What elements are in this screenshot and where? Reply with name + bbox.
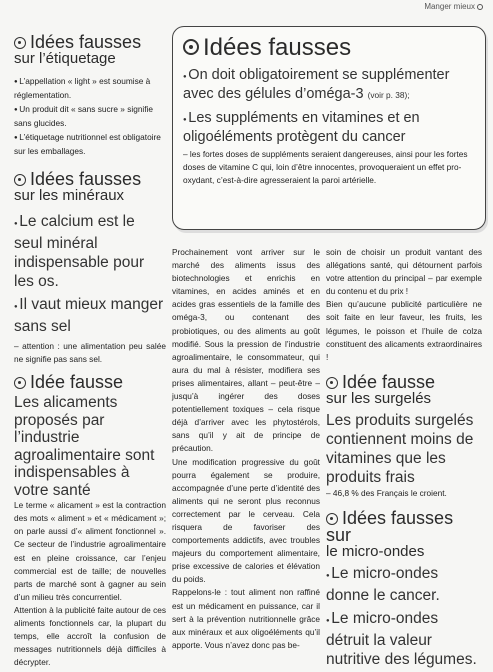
etiquetage-list	[14, 75, 166, 158]
section-title-text: Idées fausses	[30, 169, 142, 189]
list-item: ● L’étiquetage nutritionnel est obligatoire sur les emballages.	[14, 131, 166, 158]
mineraux-item-1: ● Le calcium est le seul minéral indispensable pour les os.	[14, 212, 166, 291]
target-icon	[14, 174, 26, 186]
section-title-text: Idées fausses	[30, 32, 142, 52]
section-subtitle: sur les surgelés	[326, 389, 432, 407]
section-etiquetage-title	[14, 34, 166, 67]
box-title	[183, 35, 475, 61]
alicaments-statement: Les alicaments proposés par l’industrie agroalimentaire sont indispensables à votre santé	[14, 394, 155, 499]
section-subtitle: sur les minéraux	[14, 187, 125, 204]
header-title: Manger mieux	[424, 2, 475, 11]
section-surgeles-title	[326, 371, 482, 407]
myth-box	[172, 26, 486, 230]
section-title-text: Idée fausse	[342, 371, 436, 392]
mineraux-item-2: ● Il vaut mieux manger sans sel	[14, 295, 166, 336]
section-subtitle: le micro-ondes	[326, 542, 425, 560]
alicaments-body-1: Le terme « alicament » est la contraction des mots « aliment » et « médicament »; on parle aussi d’« aliment fonctionnel ». Ce secteur de l’industrie agroalimentaire est en pleine croissance, car l’enjeu commercial est de taille; de nouvelles parts de marché sont à gagner au sein d’un milieu très concurrentiel.	[14, 500, 166, 602]
column-2	[172, 246, 320, 652]
target-icon	[14, 37, 26, 49]
list-item: ● Un produit dit « sans sucre » signifie sans glucides.	[14, 103, 166, 130]
col2-paragraph-2: Une modification progressive du goût pourra également se produire, accompagnée d’une perte d’identité des aliments qui ne seront plus reconnus correctement par le cerveau. Cela risquera de favoriser des comportements addictifs, avec troubles majeurs du comportement alimentaire, prise excessive de calories et élévation du poids.	[172, 456, 320, 585]
microondes-item-1: ● Le micro-ondes donne le cancer.	[326, 564, 482, 605]
box-item-1	[183, 67, 475, 104]
target-icon	[326, 513, 338, 525]
box-title-text: Idées fausses	[203, 34, 352, 61]
box-item-1-text: On doit obligatoirement se supplémenter avec des gélules d’oméga-3	[183, 67, 450, 102]
box-item-2-note: – les fortes doses de suppléments seraient dangereuses, ainsi pour les fortes doses de vitamine C qui, loin d’être innocentes, provoqueraient un effet pro-oxydant, c’est-à-dire agresseraient la paroi artérielle.	[183, 149, 468, 185]
microondes-item-2: ● Le micro-ondes détruit la valeur nutritive des légumes.	[326, 609, 482, 669]
col3-paragraph-1: soin de choisir un produit vantant des allégations santé, qui détournent parfois votre attention du principal – par exemple du contenu et du prix !	[326, 247, 482, 297]
col2-paragraph-3: Rappelons-le : tout aliment non raffiné est un médicament en puissance, car il sert à la prévention nutritionnelle grâce aux minéraux et aux oligoéléments qu’il apporte. Vous n’avez donc pas be-	[172, 587, 320, 650]
alicaments-body-2: Attention à la publicité faite autour de ces aliments fonctionnels car, la plupart du temps, elle accroît la confusion de messages nutritionnels déjà difficiles à décrypter.	[14, 604, 166, 668]
section-alicaments-title	[14, 374, 166, 391]
mineraux-note: – attention : une alimentation peu salée ne signifie pas sans sel.	[14, 341, 166, 365]
box-item-1-ref: (voir p. 38);	[367, 90, 410, 100]
column-1	[14, 34, 166, 669]
page-header	[424, 2, 483, 11]
box-item-2: ● Les suppléments en vitamines et en oligoéléments protègent du cancer	[183, 110, 475, 146]
section-title-text: Idée fausse	[30, 372, 124, 393]
circle-icon	[477, 4, 483, 10]
section-subtitle: sur l’étiquetage	[14, 50, 116, 67]
section-microondes-title	[326, 507, 482, 560]
list-item: ● L’appellation « light » est soumise à réglementation.	[14, 75, 166, 102]
col3-paragraph-2: Bien qu’aucune publicité particulière ne soit faite en leur faveur, les fruits, les légumes, le poisson et l’huile de colza constituent des alicaments extraordinaires !	[326, 299, 482, 362]
section-title-text: Idées fausses sur	[326, 507, 454, 545]
col2-paragraph-1: Prochainement vont arriver sur le marché des aliments issus des biotechnologies et enrichis en vitamines, en acides aminés et en acides gras essentiels de la famille des oméga-3, ou contenant des probiotiques, ou des aliments au goût modifié. Sous la pression de l’industrie agroalimentaire, le consommateur, qui aura du mal à résister, modifiera ses prises alimentaires, allant – peut-être – jusqu’à ingérer des doses potentiellement toxiques – cela risque déjà d’arriver avec les phytostérols, sans qu’il y ait de principe de précaution.	[172, 247, 320, 454]
section-mineraux-title	[14, 171, 166, 204]
column-3	[326, 246, 482, 669]
surgeles-statement: Les produits surgelés contiennent moins de vitamines que les produits frais	[326, 411, 474, 486]
target-icon	[326, 377, 338, 389]
target-icon	[183, 39, 199, 55]
target-icon	[14, 377, 26, 389]
surgeles-note: – 46,8 % des Français le croient.	[326, 487, 447, 498]
